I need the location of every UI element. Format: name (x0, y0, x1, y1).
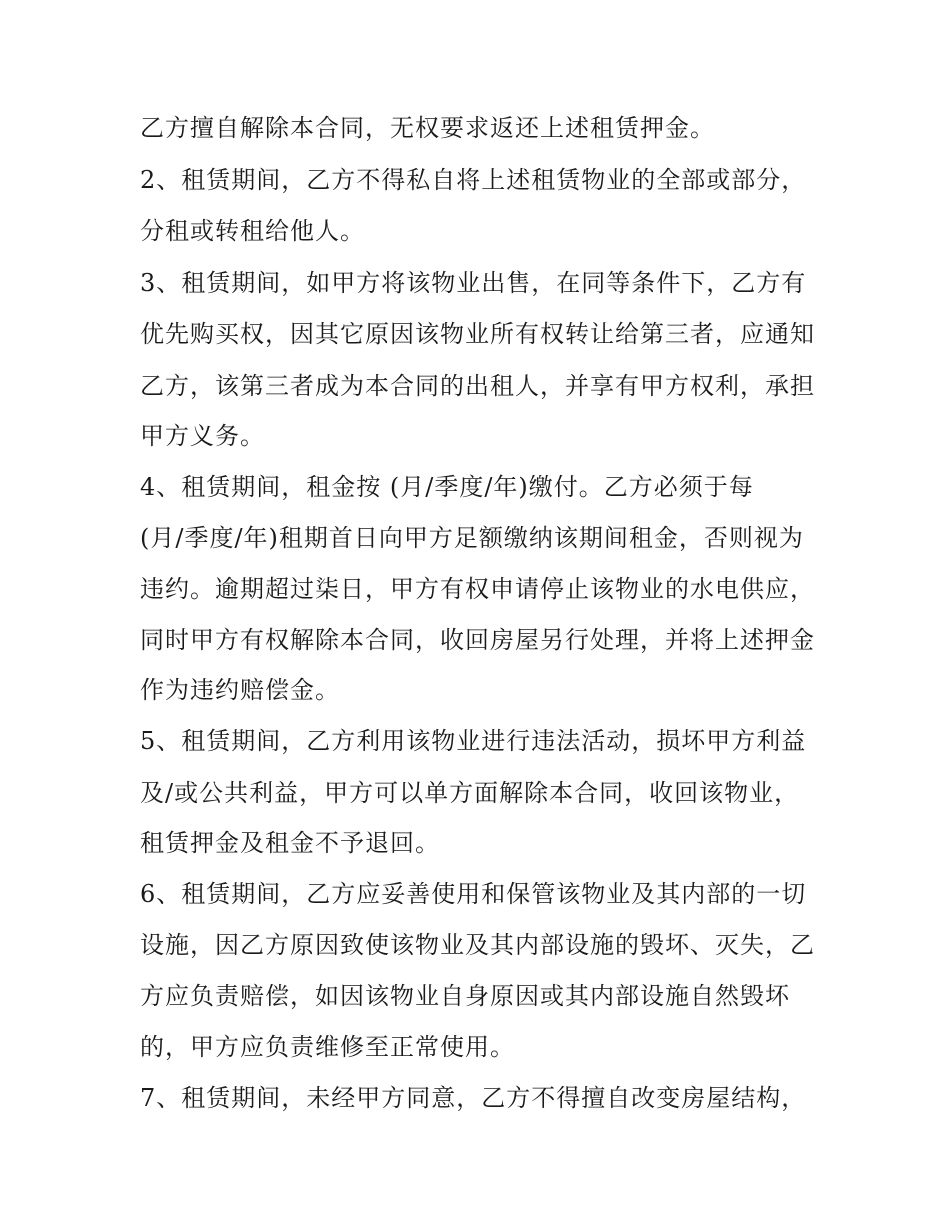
text-line: 7、租赁期间，未经甲方同意，乙方不得擅自改变房屋结构， (140, 1084, 807, 1112)
text-line: (月/季度/年)租期首日向甲方足额缴纳该期间租金，否则视为 (140, 524, 804, 552)
text-line: 的，甲方应负责维修至正常使用。 (140, 1033, 515, 1061)
text-line: 乙方，该第三者成为本合同的出租人，并享有甲方权利，承担 (140, 372, 815, 400)
text-line: 同时甲方有权解除本合同，收回房屋另行处理，并将上述押金 (140, 626, 815, 654)
text-line: 租赁押金及租金不予退回。 (140, 829, 440, 857)
text-line: 分租或转租给他人。 (140, 217, 365, 245)
text-line: 4、租赁期间，租金按 (月/季度/年)缴付。乙方必须于每 (140, 473, 754, 501)
text-line: 6、租赁期间，乙方应妥善使用和保管该物业及其内部的一切 (140, 880, 807, 908)
text-line: 5、租赁期间，乙方利用该物业进行违法活动，损坏甲方利益 (140, 727, 807, 755)
text-line: 优先购买权，因其它原因该物业所有权转让给第三者，应通知 (140, 320, 815, 348)
text-line: 方应负责赔偿，如因该物业自身原因或其内部设施自然毁坏 (140, 982, 790, 1010)
text-line: 2、租赁期间，乙方不得私自将上述租赁物业的全部或部分， (140, 166, 807, 194)
text-line: 甲方义务。 (140, 422, 265, 450)
text-line: 作为违约赔偿金。 (140, 676, 340, 704)
text-line: 违约。逾期超过柒日，甲方有权申请停止该物业的水电供应， (140, 575, 815, 603)
text-line: 3、租赁期间，如甲方将该物业出售，在同等条件下，乙方有 (140, 269, 807, 297)
text-line: 设施，因乙方原因致使该物业及其内部设施的毁坏、灭失，乙 (140, 931, 815, 959)
text-line: 及/或公共利益，甲方可以单方面解除本合同，收回该物业， (140, 779, 800, 807)
text-line: 乙方擅自解除本合同，无权要求返还上述租赁押金。 (140, 114, 715, 142)
